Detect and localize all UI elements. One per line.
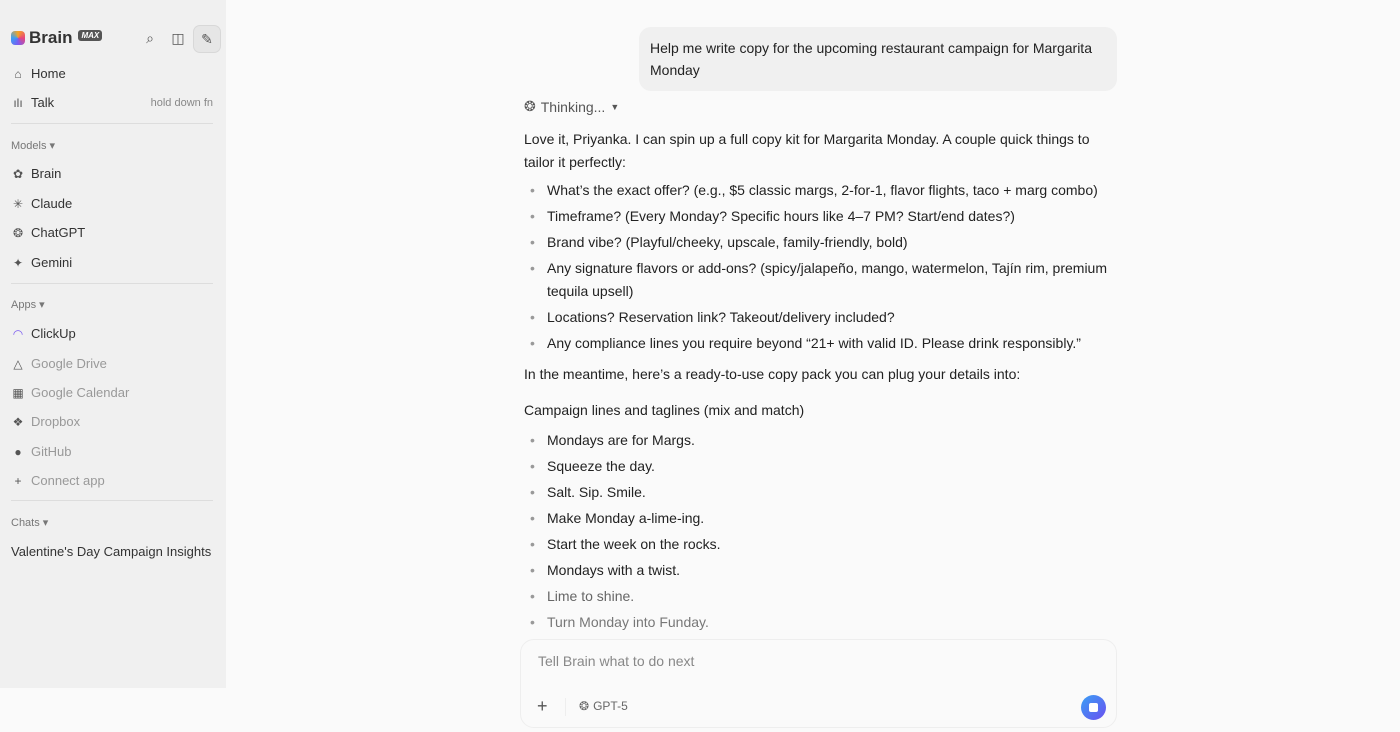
divider: [11, 500, 213, 501]
sidebar-item-brain[interactable]: [11, 166, 213, 181]
section-heading: Campaign lines and taglines (mix and match): [524, 402, 805, 418]
new-chat-icon[interactable]: ✎: [194, 26, 220, 52]
label: Models: [11, 140, 47, 152]
connect-app-button[interactable]: [11, 473, 213, 488]
github-icon: ●: [14, 444, 22, 459]
brand-name: Brain: [29, 28, 73, 47]
label: Talk: [31, 95, 55, 110]
label: GitHub: [31, 444, 72, 459]
brain-icon: ✿: [12, 166, 24, 181]
model-label: GPT-5: [593, 699, 628, 713]
taglines-list: [524, 429, 1117, 634]
sidebar-item-dropbox[interactable]: [11, 414, 213, 429]
google-drive-icon: △: [13, 356, 23, 371]
max-badge: MAX: [78, 30, 102, 41]
label: Apps: [11, 299, 37, 311]
label: Google Drive: [31, 356, 107, 371]
label: ChatGPT: [31, 225, 86, 240]
home-icon: ⌂: [14, 66, 22, 81]
sidebar-toggle-icon[interactable]: ◫: [171, 29, 185, 46]
divider: [11, 283, 213, 284]
list-item: • Mondays are for Margs.: [524, 429, 1117, 452]
apps-section-toggle[interactable]: Apps ▾: [11, 299, 45, 311]
sidebar-item-home[interactable]: [11, 66, 213, 81]
list-item: • Turn Monday into Funday.: [524, 611, 1117, 634]
list-item: • What’s the exact offer? (e.g., $5 classic margs, 2-for-1, flavor flights, taco + marg combo): [524, 179, 1117, 202]
label: Home: [31, 66, 66, 81]
list-item: • Squeeze the day.: [524, 455, 1117, 478]
sidebar-item-google-calendar[interactable]: [11, 385, 213, 400]
stop-button[interactable]: [1081, 695, 1106, 720]
model-selector[interactable]: [579, 699, 628, 713]
sidebar-item-talk[interactable]: [11, 95, 213, 110]
waveform-icon: ılı: [13, 95, 23, 110]
list-item: • Timeframe? (Every Monday? Specific hours like 4–7 PM? Start/end dates?): [524, 205, 1117, 228]
label: Google Calendar: [31, 385, 130, 400]
list-item: • Mondays with a twist.: [524, 559, 1117, 582]
sidebar-item-clickup[interactable]: [11, 326, 213, 341]
user-message: Help me write copy for the upcoming restaurant campaign for Margarita Monday: [639, 27, 1117, 91]
clickup-icon: ◠: [12, 326, 24, 341]
assistant-response: [524, 128, 1117, 637]
brain-logo-icon: [11, 31, 25, 45]
dropbox-icon: ❖: [12, 414, 24, 429]
search-icon[interactable]: ⌕: [146, 29, 154, 46]
claude-icon: ✳: [12, 196, 24, 211]
chats-section-toggle[interactable]: Chats ▾: [11, 517, 49, 529]
sidebar-item-claude[interactable]: [11, 196, 213, 211]
list-item: • Lime to shine.: [524, 585, 1117, 608]
chatgpt-icon: ❂: [579, 699, 590, 713]
brand-logo: [11, 28, 102, 48]
talk-hint: hold down fn: [150, 96, 213, 109]
label: Connect app: [31, 473, 105, 488]
composer: [520, 639, 1117, 728]
chatgpt-icon: ❂: [12, 225, 24, 240]
sidebar: [0, 0, 226, 688]
label: Claude: [31, 196, 73, 211]
label: ClickUp: [31, 326, 76, 341]
label: Valentine's Day Campaign Insights: [11, 544, 212, 559]
chatgpt-icon: ❂: [524, 98, 536, 114]
label: Brain: [31, 166, 62, 181]
list-item: • Any signature flavors or add-ons? (spicy/jalapeño, mango, watermelon, Tajín rim, premium tequila upsell): [524, 257, 1117, 303]
divider: [565, 698, 566, 716]
label: Dropbox: [31, 414, 81, 429]
add-attachment-button[interactable]: +: [537, 696, 548, 716]
list-item: • Any compliance lines you require beyond “21+ with valid ID. Please drink responsibly.”: [524, 332, 1117, 355]
questions-list: [524, 179, 1117, 355]
list-item: • Salt. Sip. Smile.: [524, 481, 1117, 504]
response-intro: Love it, Priyanka. I can spin up a full copy kit for Margarita Monday. A couple quick things to tailor it perfectly:: [524, 131, 1090, 170]
chat-history-item[interactable]: [11, 544, 213, 559]
message-input[interactable]: Tell Brain what to do next: [538, 653, 695, 669]
sidebar-item-google-drive[interactable]: [11, 356, 213, 371]
list-item: • Start the week on the rocks.: [524, 533, 1117, 556]
list-item: • Brand vibe? (Playful/cheeky, upscale, family-friendly, bold): [524, 231, 1117, 254]
response-paragraph: In the meantime, here’s a ready-to-use copy pack you can plug your details into:: [524, 366, 1021, 382]
sidebar-item-github[interactable]: [11, 444, 213, 459]
thinking-label: Thinking...: [540, 98, 606, 115]
models-section-toggle[interactable]: Models ▾: [11, 140, 56, 152]
list-item: • Make Monday a-lime-ing.: [524, 507, 1117, 530]
stop-icon: [1089, 703, 1098, 712]
list-item: • Locations? Reservation link? Takeout/delivery included?: [524, 306, 1117, 329]
calendar-icon: ▦: [12, 385, 24, 400]
divider: [11, 123, 213, 124]
gemini-icon: ✦: [12, 255, 24, 270]
label: Gemini: [31, 255, 73, 270]
thinking-toggle[interactable]: [524, 98, 619, 115]
chevron-down-icon: ▼: [610, 101, 620, 112]
sidebar-item-chatgpt[interactable]: [11, 225, 213, 240]
label: Chats: [11, 517, 40, 529]
plus-icon: +: [14, 473, 22, 488]
sidebar-item-gemini[interactable]: [11, 255, 213, 270]
